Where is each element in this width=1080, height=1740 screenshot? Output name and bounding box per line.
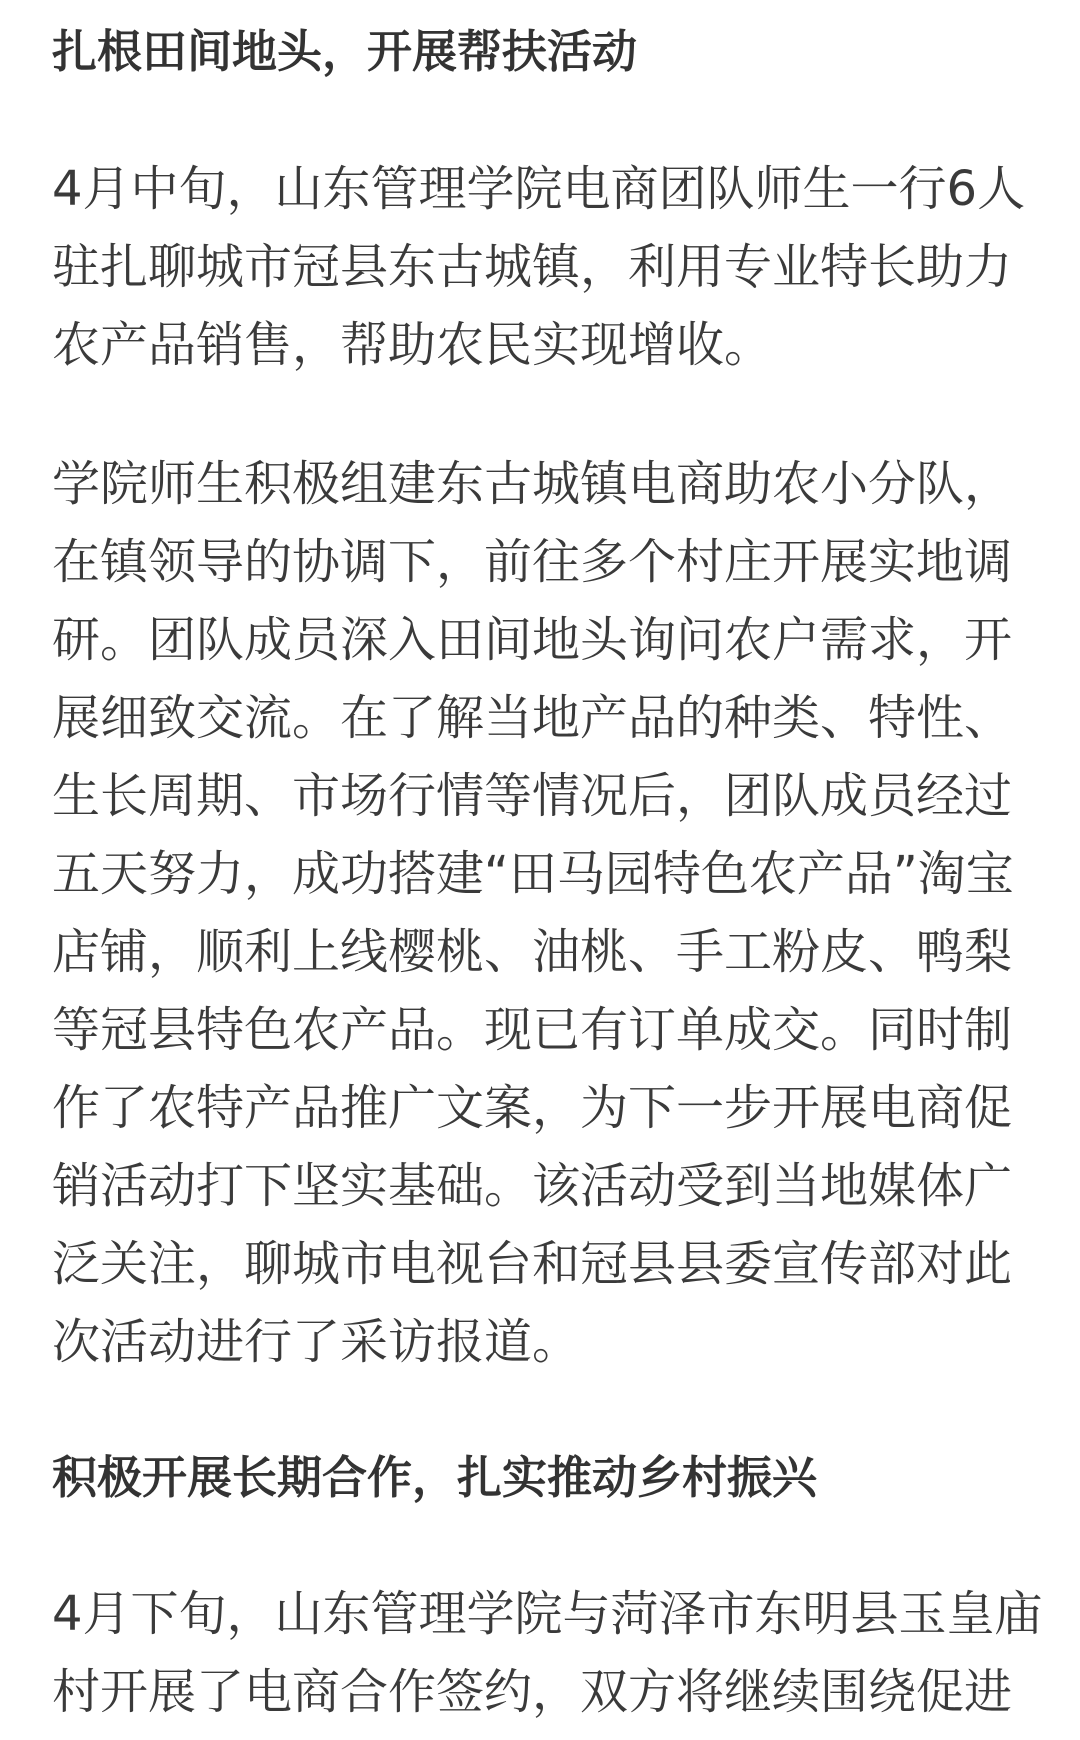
section-heading: 扎根田间地头，开展帮扶活动: [52, 25, 638, 78]
paragraph-line: 驻扎聊城市冠县东古城镇，利用专业特长助力: [52, 239, 1013, 295]
paragraph-line: 次活动进行了采访报道。: [52, 1314, 581, 1370]
paragraph-line: 五天努力，成功搭建“田马园特色农产品”淘宝: [52, 846, 1014, 902]
paragraph-line: 4月下旬，山东管理学院与菏泽市东明县玉皇庙: [52, 1586, 1043, 1642]
paragraph-line: 销活动打下坚实基础。该活动受到当地媒体广: [52, 1158, 1013, 1214]
paragraph-line: 研。团队成员深入田间地头询问农户需求，开: [52, 612, 1013, 668]
paragraph-line: 村开展了电商合作签约，双方将继续围绕促进: [52, 1664, 1013, 1720]
section-heading: 积极开展长期合作，扎实推动乡村振兴: [52, 1451, 818, 1504]
paragraph-line: 泛关注，聊城市电视台和冠县县委宣传部对此: [52, 1236, 1013, 1292]
paragraph-line: 展细致交流。在了解当地产品的种类、特性、: [52, 690, 1013, 746]
paragraph-line: 生长周期、市场行情等情况后，团队成员经过: [52, 768, 1013, 824]
paragraph: [52, 1575, 1043, 1731]
paragraph-line: 作了农特产品推广文案，为下一步开展电商促: [52, 1080, 1013, 1136]
paragraph-line: 学院师生积极组建东古城镇电商助农小分队，: [52, 456, 1013, 512]
paragraph-line: 农产品销售，帮助农民实现增收。: [52, 317, 773, 373]
paragraph-line: 4月中旬，山东管理学院电商团队师生一行6人: [52, 161, 1026, 217]
paragraph-line: 在镇领导的协调下，前往多个村庄开展实地调: [52, 534, 1013, 590]
paragraph: [52, 150, 1025, 384]
paragraph-line: 等冠县特色农产品。现已有订单成交。同时制: [52, 1002, 1013, 1058]
paragraph: [52, 445, 1014, 1381]
paragraph-line: 店铺，顺利上线樱桃、油桃、手工粉皮、鸭梨: [52, 924, 1013, 980]
